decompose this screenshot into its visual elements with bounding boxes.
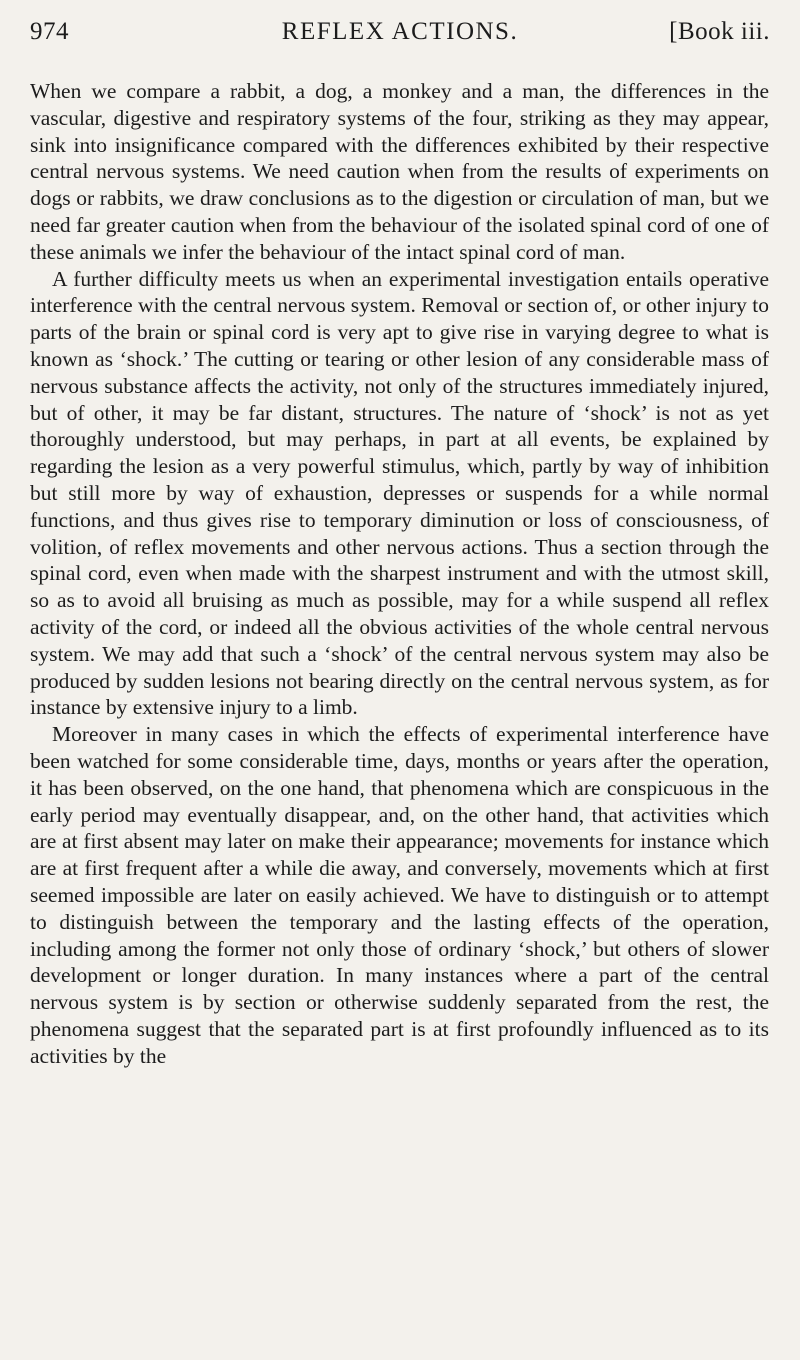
paragraph: When we compare a rabbit, a dog, a monkey and a man, the differences in the vascular, digestive and respiratory systems of the four, striking as they may appear, sink into insignificance compared with the differences exhibited by their respective central nervous systems. We need caution when from the results of experiments on dogs or rabbits, we draw conclusions as to the digestion or circulation of man, but we need far greater caution when from the behaviour of the isolated spinal cord of one of these animals we infer the behaviour of the intact spinal cord of man.: [30, 79, 769, 264]
body-text: [30, 78, 769, 1069]
book-reference: [Book iii.: [669, 18, 770, 45]
paragraph: A further difficulty meets us when an experimental investigation entails operative interference with the central nervous system. Removal or section of, or other injury to parts of the brain or spinal cord is very apt to give rise in varying degree to what is known as ‘shock.’ The cutting or tearing or other lesion of any considerable mass of nervous substance affects the activity, not only of the structures immediately injured, but of other, it may be far distant, structures. The nature of ‘shock’ is not as yet thoroughly understood, but may perhaps, in part at all events, be explained by regarding the lesion as a very powerful stimulus, which, partly by way of inhibition but still more by way of exhaustion, depresses or suspends for a while normal functions, and thus gives rise to temporary diminution or loss of consciousness, of volition, of reflex movements and other nervous actions. Thus a section through the spinal cord, even when made with the sharpest instrument and with the utmost skill, so as to avoid all bruising as much as possible, may for a while suspend all reflex activity of the cord, or indeed all the obvious activities of the whole central nervous system. We may add that such a ‘shock’ of the central nervous system may also be produced by sudden lesions not bearing directly on the central nervous system, as for instance by extensive injury to a limb.: [30, 266, 769, 720]
page-number: 974: [30, 18, 69, 45]
running-header: [30, 10, 770, 50]
paragraph: Moreover in many cases in which the effects of experimental interference have been watched for some considerable time, days, months or years after the operation, it has been observed, on the one hand, that phenomena which are conspicuous in the early period may eventually disappear, and, on the other hand, that activities which are at first absent may later on make their appearance; movements for instance which are at first frequent after a while die away, and conversely, movements which at first seemed impossible are later on easily achieved. We have to distinguish or to attempt to distinguish between the temporary and the lasting effects of the operation, including among the former not only those of ordinary ‘shock,’ but others of slower development or longer duration. In many instances where a part of the central nervous system is by section or otherwise suddenly separated from the rest, the phenomena suggest that the separated part is at first profoundly influenced as to its activities by the: [30, 722, 769, 1068]
running-title: REFLEX ACTIONS.: [281, 18, 519, 45]
